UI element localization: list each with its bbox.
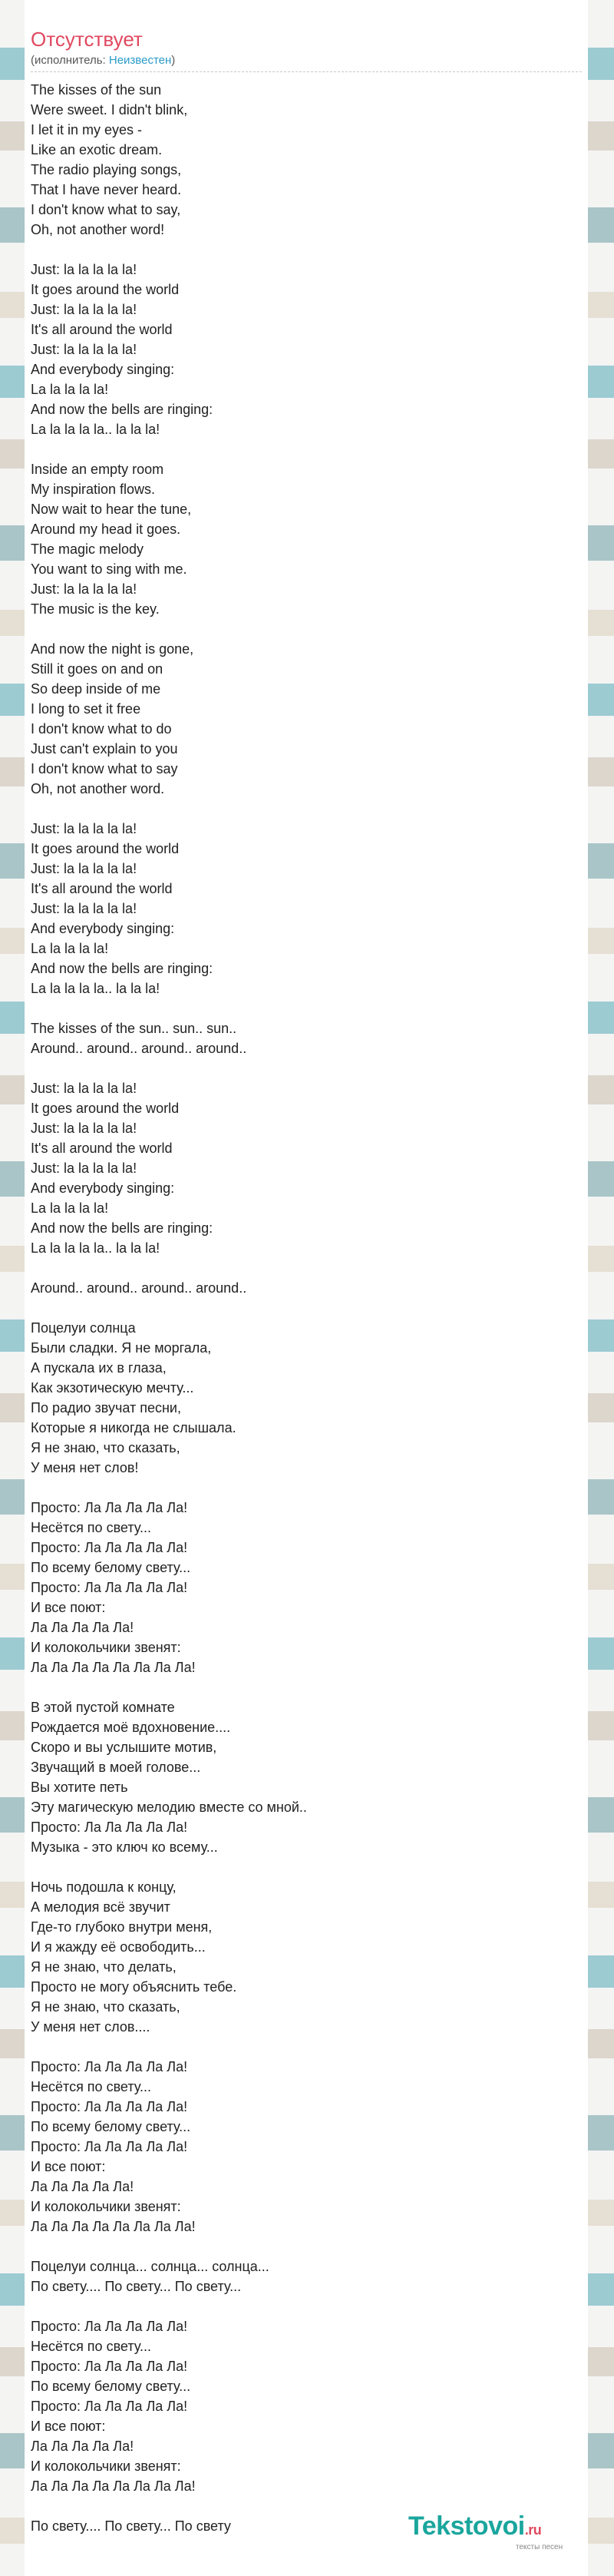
artist-line — [31, 54, 588, 67]
lyric-line: Несётся по свету... — [31, 2079, 151, 2094]
artist-link[interactable]: Неизвестен — [108, 54, 172, 67]
lyric-line: And everybody singing: — [31, 362, 175, 377]
lyric-line: Я не знаю, что сказать, — [31, 1999, 180, 2015]
lyric-line: It's all around the world — [31, 881, 173, 896]
lyric-line: It's all around the world — [31, 1141, 173, 1156]
lyric-line: Эту магическую мелодию вместе со мной.. — [31, 1800, 307, 1815]
lyric-line: Oh, not another word! — [31, 222, 165, 237]
lyric-line: Я не знаю, что делать, — [31, 1959, 177, 1975]
lyrics-stanza — [31, 1018, 588, 1058]
lyric-line: В этой пустой комнате — [31, 1700, 175, 1715]
lyric-line: Ночь подошла к концу, — [31, 1879, 177, 1895]
lyric-line: Around.. around.. around.. around.. — [31, 1280, 247, 1296]
lyric-line: По радио звучат песни, — [31, 1400, 181, 1415]
logo-tld: .ru — [524, 2522, 542, 2538]
lyric-line: And now the bells are ringing: — [31, 402, 213, 417]
lyric-line: По всему белому свету... — [31, 2119, 191, 2134]
lyric-line: И все поют: — [31, 1600, 106, 1615]
lyrics-stanza — [31, 459, 588, 619]
lyric-line: Просто: Ла Ла Ла Ла Ла! — [31, 1500, 188, 1515]
lyric-line: Ла Ла Ла Ла Ла! — [31, 2179, 134, 2194]
lyric-line: Просто: Ла Ла Ла Ла Ла! — [31, 1540, 188, 1555]
lyrics-stanza — [31, 1078, 588, 1258]
song-title: Отсутствует — [31, 28, 143, 51]
lyric-line: Just: la la la la la! — [31, 821, 137, 836]
lyric-line: Just: la la la la la! — [31, 581, 137, 597]
lyric-line: La la la la la.. la la la! — [31, 422, 160, 437]
lyric-line: Просто: Ла Ла Ла Ла Ла! — [31, 1580, 188, 1595]
logo-subtitle: тексты песен — [516, 2543, 563, 2551]
lyric-line: Around my head it goes. — [31, 521, 181, 537]
lyric-line: La la la la la! — [31, 941, 109, 956]
lyric-line: По всему белому свету... — [31, 1560, 191, 1575]
lyric-line: La la la la la.. la la la! — [31, 1240, 160, 1256]
lyric-line: It goes around the world — [31, 1101, 180, 1116]
lyric-line: And everybody singing: — [31, 1180, 175, 1196]
lyric-line: The kisses of the sun.. sun.. sun.. — [31, 1021, 237, 1036]
lyric-line: Just: la la la la la! — [31, 1161, 137, 1176]
lyric-line: La la la la la! — [31, 382, 109, 397]
lyric-line: The music is the key. — [31, 601, 160, 617]
lyric-line: Just: la la la la la! — [31, 302, 137, 317]
lyric-line: Музыка - это ключ ко всему... — [31, 1839, 218, 1855]
lyrics-stanza — [31, 2057, 588, 2237]
lyric-line: Просто: Ла Ла Ла Ла Ла! — [31, 2359, 188, 2374]
lyric-line: Just: la la la la la! — [31, 1121, 137, 1136]
lyric-line: Ла Ла Ла Ла Ла! — [31, 2439, 134, 2454]
lyrics-stanza — [31, 1318, 588, 1478]
lyric-line: Где-то глубоко внутри меня, — [31, 1919, 213, 1935]
lyric-line: I don't know what to do — [31, 721, 172, 737]
lyrics-stanza — [31, 2316, 588, 2496]
lyric-line: Которые я никогда не слышала. — [31, 1420, 236, 1435]
lyric-line: Like an exotic dream. — [31, 142, 163, 157]
lyric-line: И колокольчики звенят: — [31, 2199, 181, 2214]
lyrics-stanza — [31, 819, 588, 998]
lyric-line: And everybody singing: — [31, 921, 175, 936]
lyric-line: I don't know what to say, — [31, 202, 181, 217]
content-panel — [25, 0, 588, 2576]
lyric-line: По свету.... По свету... По свету — [31, 2518, 231, 2534]
lyric-line: And now the night is gone, — [31, 641, 194, 657]
lyric-line: Just: la la la la la! — [31, 861, 137, 876]
lyrics-stanza — [31, 1278, 588, 1298]
lyric-line: Я не знаю, что сказать, — [31, 1440, 180, 1455]
lyric-line: Just: la la la la la! — [31, 342, 137, 357]
lyric-line: Звучащий в моей голове... — [31, 1760, 201, 1775]
lyric-line: I long to set it free — [31, 701, 141, 717]
lyric-line: Ла Ла Ла Ла Ла Ла Ла Ла! — [31, 1660, 196, 1675]
lyric-line: У меня нет слов! — [31, 1460, 139, 1475]
lyric-line: Just can't explain to you — [31, 741, 178, 757]
lyric-line: И я жажду её освободить... — [31, 1939, 206, 1955]
lyric-line: Ла Ла Ла Ла Ла Ла Ла Ла! — [31, 2219, 196, 2234]
lyric-line: I don't know what to say — [31, 761, 178, 776]
lyric-line: По всему белому свету... — [31, 2379, 191, 2394]
site-logo[interactable] — [408, 2511, 541, 2541]
lyric-line: Were sweet. I didn't blink, — [31, 102, 188, 118]
lyric-line: I let it in my eyes - — [31, 122, 143, 137]
lyric-line: Inside an empty room — [31, 462, 164, 477]
lyric-line: По свету.... По свету... По свету... — [31, 2279, 242, 2294]
lyric-line: Поцелуи солнца — [31, 1320, 136, 1336]
lyric-line: И колокольчики звенят: — [31, 1640, 181, 1655]
lyric-line: Просто: Ла Ла Ла Ла Ла! — [31, 2059, 188, 2074]
lyrics-stanza — [31, 1697, 588, 1857]
lyric-line: The radio playing songs, — [31, 162, 182, 177]
lyric-line: Просто: Ла Ла Ла Ла Ла! — [31, 2139, 188, 2154]
lyric-line: Вы хотите петь — [31, 1780, 128, 1795]
lyric-line: The kisses of the sun — [31, 82, 162, 98]
lyric-line: It goes around the world — [31, 282, 180, 297]
lyric-line: Still it goes on and on — [31, 661, 163, 677]
artist-suffix: ) — [171, 54, 176, 67]
lyric-line: Несётся по свету... — [31, 2339, 151, 2354]
lyric-line: Просто: Ла Ла Ла Ла Ла! — [31, 1819, 188, 1835]
lyric-line: У меня нет слов.... — [31, 2019, 150, 2035]
lyric-line: Oh, not another word. — [31, 781, 165, 796]
lyric-line: Just: la la la la la! — [31, 262, 137, 277]
lyric-line: Скоро и вы услышите мотив, — [31, 1740, 217, 1755]
lyric-line: Просто: Ла Ла Ла Ла Ла! — [31, 2399, 188, 2414]
lyric-line: Поцелуи солнца... солнца... солнца... — [31, 2259, 269, 2274]
lyrics-stanza — [31, 1498, 588, 1677]
lyric-line: And now the bells are ringing: — [31, 961, 213, 976]
lyrics-stanza — [31, 639, 588, 799]
artist-prefix: (исполнитель: — [31, 54, 109, 67]
lyric-line: It's all around the world — [31, 322, 173, 337]
lyrics-stanza — [31, 1877, 588, 2037]
lyric-line: И все поют: — [31, 2419, 106, 2434]
lyric-line: And now the bells are ringing: — [31, 1220, 213, 1236]
lyric-line: А пускала их в глаза, — [31, 1360, 167, 1376]
lyric-line: Несётся по свету... — [31, 1520, 151, 1535]
logo-text: Tekstovoi — [408, 2511, 525, 2541]
song-header — [25, 0, 588, 72]
lyric-line: Around.. around.. around.. around.. — [31, 1041, 247, 1056]
lyrics-stanza — [31, 80, 588, 240]
lyric-line: Now wait to hear the tune, — [31, 502, 192, 517]
lyric-line: Просто: Ла Ла Ла Ла Ла! — [31, 2099, 188, 2114]
lyric-line: Просто: Ла Ла Ла Ла Ла! — [31, 2319, 188, 2334]
lyric-line: А мелодия всё звучит — [31, 1899, 170, 1915]
lyrics-body — [25, 72, 588, 2536]
lyric-line: Были сладки. Я не моргала, — [31, 1340, 212, 1356]
lyric-line: И колокольчики звенят: — [31, 2458, 181, 2474]
lyric-line: La la la la la! — [31, 1200, 109, 1216]
lyric-line: The magic melody — [31, 541, 144, 557]
lyric-line: Просто не могу объяснить тебе. — [31, 1979, 237, 1995]
lyric-line: So deep inside of me — [31, 681, 161, 697]
lyric-line: My inspiration flows. — [31, 482, 156, 497]
lyrics-stanza — [31, 2256, 588, 2296]
lyric-line: Ла Ла Ла Ла Ла Ла Ла Ла! — [31, 2478, 196, 2494]
lyric-line: Just: la la la la la! — [31, 1081, 137, 1096]
lyrics-stanza — [31, 260, 588, 439]
lyric-line: You want to sing with me. — [31, 561, 187, 577]
lyric-line: It goes around the world — [31, 841, 180, 856]
lyric-line: Just: la la la la la! — [31, 901, 137, 916]
lyric-line: Рождается моё вдохновение.... — [31, 1720, 231, 1735]
lyric-line: Ла Ла Ла Ла Ла! — [31, 1620, 134, 1635]
lyric-line: Как экзотическую мечту... — [31, 1380, 194, 1396]
lyric-line: That I have never heard. — [31, 182, 182, 197]
lyric-line: La la la la la.. la la la! — [31, 981, 160, 996]
lyric-line: И все поют: — [31, 2159, 106, 2174]
